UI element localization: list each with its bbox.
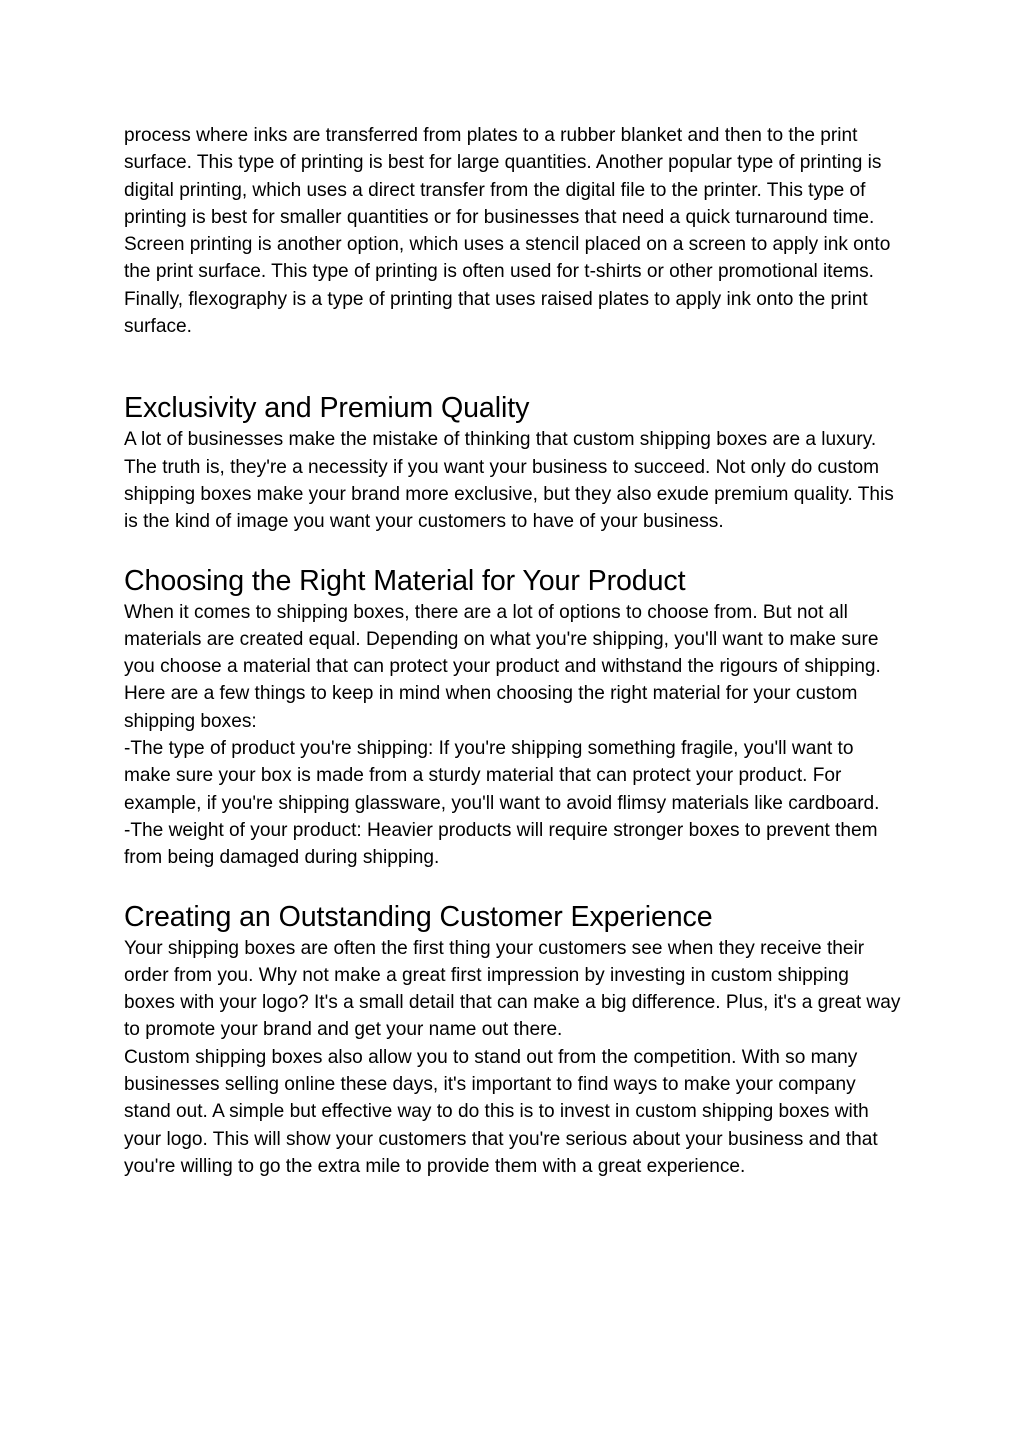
section-spacer xyxy=(124,340,904,390)
section-choosing-material xyxy=(124,563,904,872)
section-heading: Choosing the Right Material for Your Product xyxy=(124,564,686,597)
document-page xyxy=(124,122,904,1180)
section-paragraph: Here are a few things to keep in mind when choosing the right material for your custom shipping boxes: xyxy=(124,683,858,732)
section-paragraph: Your shipping boxes are often the first thing your customers see when they receive their order from you. Why not make a great first impression by investing in custom shipping boxes with your logo? It's a small detail that can make a big difference. Plus, it's a great way to promote your brand and get your name out there. xyxy=(124,937,901,1041)
section-customer-experience xyxy=(124,899,904,1181)
section-paragraph: A lot of businesses make the mistake of thinking that custom shipping boxes are a luxury. The truth is, they're a necessity if you want your business to succeed. Not only do custom shipping boxes make your brand more exclusive, but they also exude premium quality. This is the kind of image you want your customers to have of your business. xyxy=(124,429,894,533)
section-heading: Exclusivity and Premium Quality xyxy=(124,392,530,425)
section-heading: Creating an Outstanding Customer Experience xyxy=(124,900,713,933)
section-paragraph: -The weight of your product: Heavier products will require stronger boxes to prevent them from being damaged during shipping. xyxy=(124,819,878,869)
section-paragraph: Custom shipping boxes also allow you to stand out from the competition. With so many businesses selling online these days, it's important to find ways to make your company stand out. A simple but effective way to do this is to invest in custom shipping boxes with your logo. This will show your customers that you're serious about your business and that you're willing to go the extra mile to provide them with a great experience. xyxy=(124,1046,878,1177)
section-exclusivity xyxy=(124,390,904,535)
section-paragraph: When it comes to shipping boxes, there are a lot of options to choose from. But not all materials are created equal. Depending on what you're shipping, you'll want to make sure you choose a material that can protect your product and withstand the rigours of shipping. xyxy=(124,601,881,678)
section-paragraph: -The type of product you're shipping: If you're shipping something fragile, you'll want to make sure your box is made from a sturdy material that can protect your product. For example, if you're shipping glassware, you'll want to avoid flimsy materials like cardboard. xyxy=(124,738,880,814)
intro-paragraph: process where inks are transferred from plates to a rubber blanket and then to the print surface. This type of printing is best for large quantities. Another popular type of printing is digital printing, which uses a direct transfer from the digital file to the printer. This type of printing is best for smaller quantities or for businesses that need a quick turnaround time. Screen printing is another option, which uses a stencil placed on a screen to apply ink onto the print surface. This type of printing is often used for t-shirts or other promotional items. Finally, flexography is a type of printing that uses raised plates to apply ink onto the print surface. xyxy=(124,125,891,338)
